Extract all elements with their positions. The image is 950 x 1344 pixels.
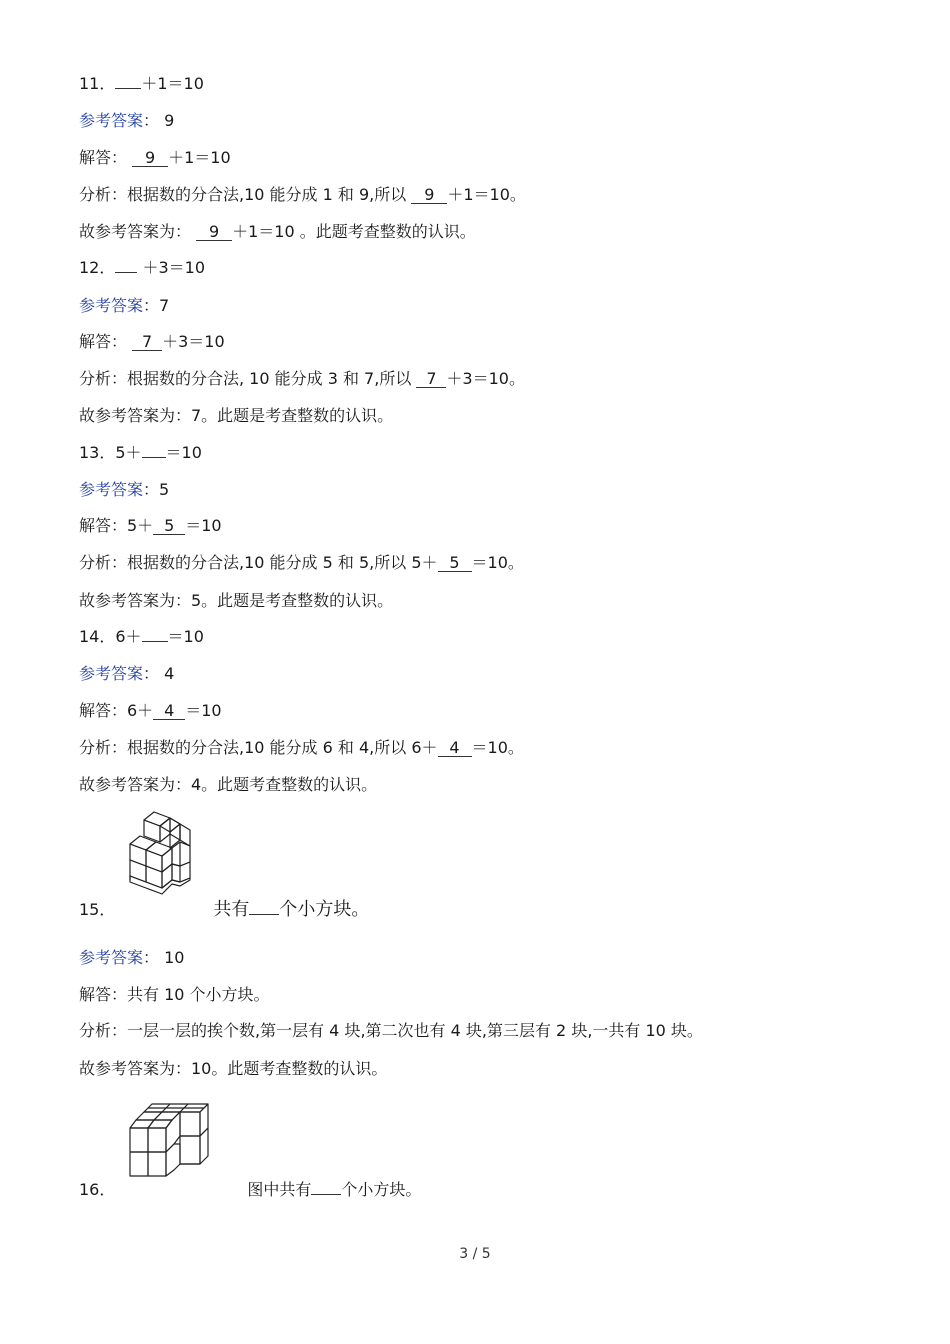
q12-answer: 参考答案：7	[79, 296, 170, 315]
q13-analysis: 分析：根据数的分合法,10 能分成 5 和 5,所以 5＋ 5 ＝10。	[79, 553, 524, 572]
q12-analysis: 分析：根据数的分合法, 10 能分成 3 和 7,所以 7 ＋3＝10。	[79, 369, 525, 388]
q13-analysis-blank: 5	[438, 554, 472, 572]
q13-question: 13．5＋ ＝10	[79, 443, 202, 462]
q14-analysis: 分析：根据数的分合法,10 能分成 6 和 4,所以 6＋ 4 ＝10。	[79, 738, 524, 757]
front-mid-side	[166, 1112, 180, 1152]
q15-analysis: 分析：一层一层的挨个数,第一层有 4 块,第二次也有 4 块,第三层有 2 块,一共有 10 块。	[79, 1021, 703, 1040]
bottom-left-face	[130, 1152, 148, 1176]
q11-solution-blank: 9	[132, 149, 168, 167]
q11-conclusion-blank: 9	[196, 223, 232, 241]
q13-question-blank[interactable]	[142, 457, 166, 458]
q14-question: 14．6＋ ＝10	[79, 627, 204, 646]
q12-question: 12． ＋3＝10	[79, 258, 206, 277]
q14-analysis-blank: 4	[438, 739, 472, 757]
bottom-mid-side	[166, 1144, 180, 1176]
page-number: 3 / 5	[459, 1246, 491, 1262]
q13-solution-blank: 5	[153, 517, 185, 535]
top-cube-top-face	[144, 812, 170, 826]
cube-l-figure	[126, 1100, 236, 1180]
q13-solution: 解答：5＋ 5 ＝10	[79, 516, 222, 535]
q15-answer: 参考答案： 10	[79, 948, 185, 967]
right-lower-side	[200, 1128, 208, 1164]
mid-right-side-face	[172, 842, 190, 866]
q11-answer: 参考答案： 9	[79, 111, 175, 130]
bottom-mid-face	[148, 1152, 166, 1176]
q11-solution: 解答： 9 ＋1＝10	[79, 148, 231, 167]
right-upper-face	[180, 1112, 200, 1136]
q15-question-blank[interactable]	[249, 914, 279, 915]
q12-solution: 解答： 7 ＋3＝10	[79, 332, 225, 351]
cube-stack-figure	[126, 808, 196, 902]
q12-question-blank[interactable]	[115, 272, 137, 273]
q12-analysis-blank: 7	[416, 370, 446, 388]
q16-question: 16． 图中共有 个小方块。	[79, 1180, 422, 1199]
q11-question-blank[interactable]	[115, 88, 141, 89]
right-col-upper-face	[170, 824, 180, 848]
q14-solution: 解答：6＋ 4 ＝10	[79, 701, 222, 720]
q15-question: 15． 共有 个小方块。	[79, 899, 370, 920]
q15-solution: 解答：共有 10 个小方块。	[79, 985, 270, 1004]
q14-answer: 参考答案： 4	[79, 664, 175, 683]
q11-conclusion: 故参考答案为： 9 ＋1＝10 。此题考查整数的认识。	[79, 222, 476, 241]
q11-question: 11． ＋1＝10	[79, 74, 204, 93]
q16-question-blank[interactable]	[311, 1194, 341, 1195]
base-outline	[130, 876, 190, 894]
mid-center-top-face	[146, 842, 172, 856]
q15-conclusion: 故参考答案为：10。此题考查整数的认识。	[79, 1059, 388, 1078]
q13-answer: 参考答案：5	[79, 480, 170, 499]
q11-analysis: 分析：根据数的分合法,10 能分成 1 和 9,所以 9 ＋1＝10。	[79, 185, 526, 204]
q14-question-blank[interactable]	[142, 641, 168, 642]
mid-left-top-face	[130, 836, 156, 850]
q14-solution-blank: 4	[153, 702, 185, 720]
q12-solution-blank: 7	[132, 333, 162, 351]
q11-analysis-blank: 9	[411, 186, 447, 204]
q13-conclusion: 故参考答案为：5。此题是考查整数的认识。	[79, 591, 394, 610]
q14-conclusion: 故参考答案为：4。此题考查整数的认识。	[79, 775, 378, 794]
front-mid-upper-face	[148, 1128, 166, 1152]
front-left-upper-face	[130, 1128, 148, 1152]
right-lower-face	[180, 1136, 200, 1164]
q12-conclusion: 故参考答案为：7。此题是考查整数的认识。	[79, 406, 394, 425]
